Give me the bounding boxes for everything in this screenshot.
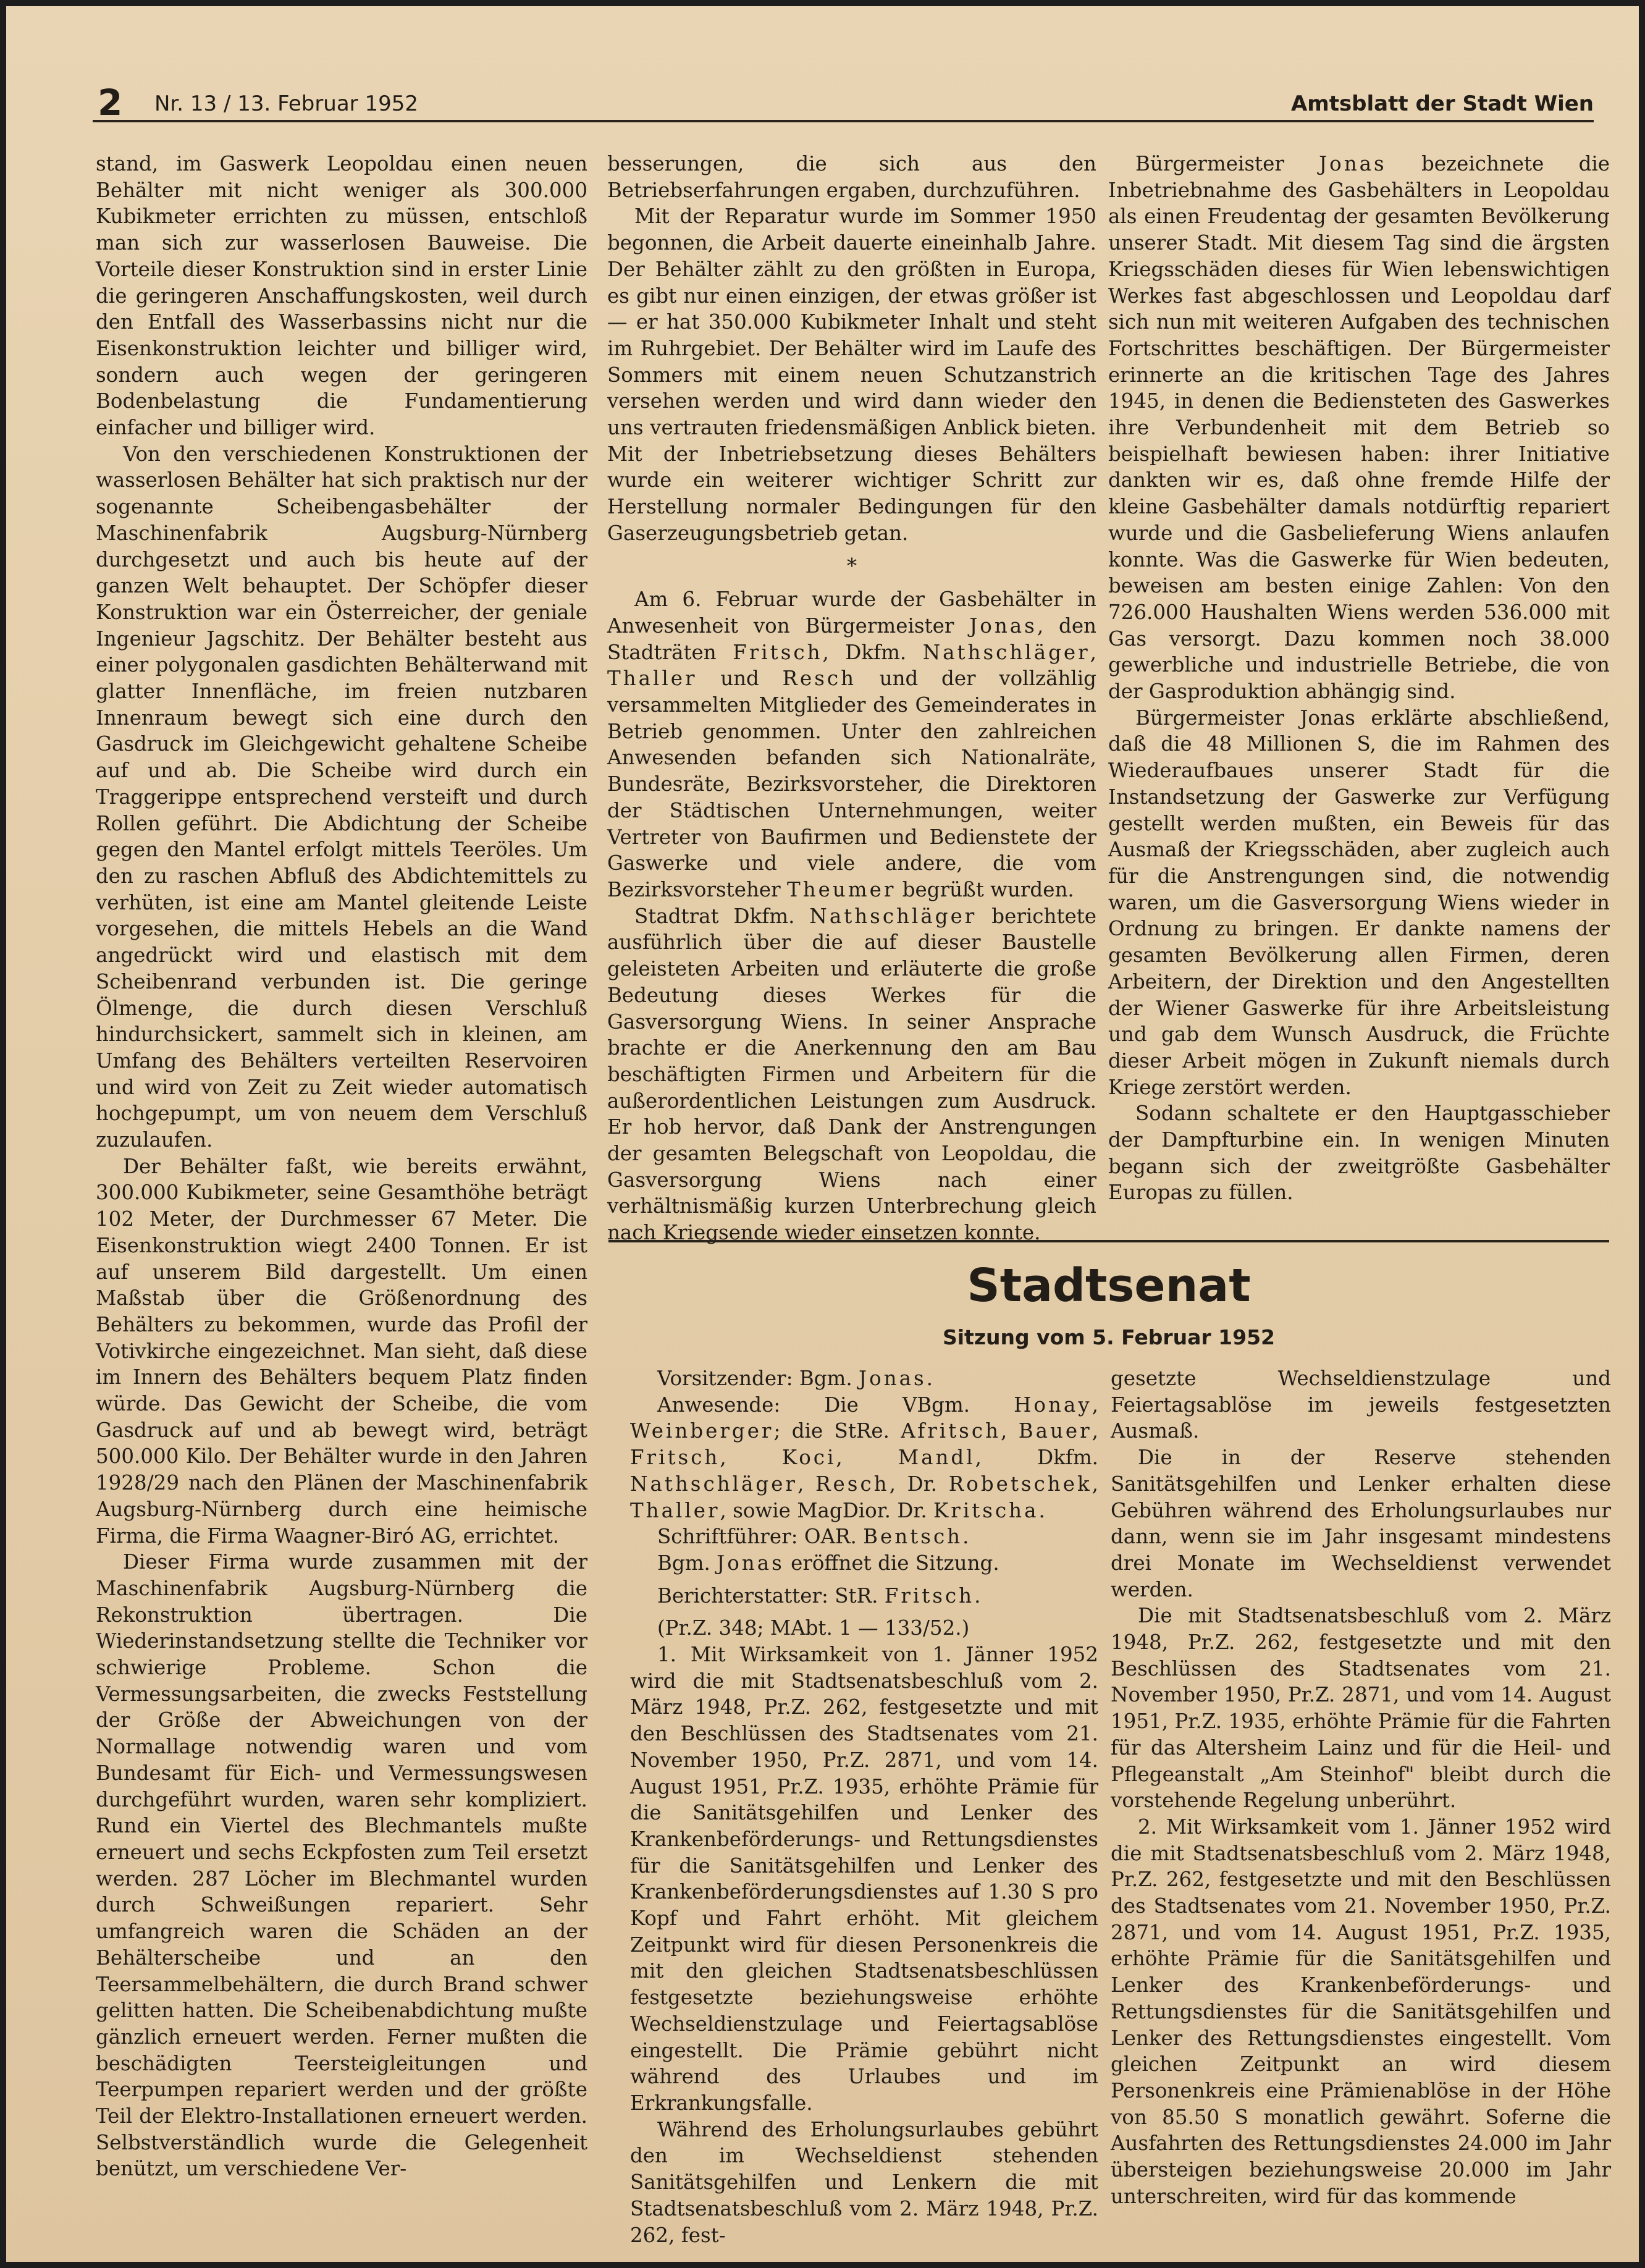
minutes-column-2 (1111, 1365, 1611, 2210)
paragraph: Am 6. Februar wurde der Gasbehälter in Anwesenheit von Bürgermeister Jonas, den Stadträten Fritsch, Dkfm. Nathschläger, Thaller und Resch und der vollzählig versammelten Mitglieder des Gemeinderates in Betrieb genommen. Unter den zahlreichen Anwesenden befanden sich Nationalräte, Bundesräte, Bezirksvorsteher, die Direktoren der Städtischen Unternehmungen, weiter Vertreter von Baufirmen und Bedienstete der Gaswerke und viele andere, die vom Bezirksvorsteher Theumer begrüßt wurden. (607, 588, 1096, 901)
paragraph: Der Behälter faßt, wie bereits erwähnt, 300.000 Kubikmeter, seine Gesamthöhe beträgt 102 Meter, der Durchmesser 67 Meter. Die Eisenkonstruktion wiegt 2400 Tonnen. Er ist auf unserem Bild dargestellt. Um einen Maßstab über die Größenordnung des Behälters zu bekommen, wurde das Profil der Votivkirche eingezeichnet. Man sieht, daß diese im Innern des Behälters bequem Platz finden würde. Das Gewicht der Scheibe, die vom Gasdruck auf und ab bewegt wird, beträgt 500.000 Kilo. Der Behälter wurde in den Jahren 1928/29 nach den Plänen der Maschinenfabrik Augsburg-Nürnberg durch eine heimische Firma, die Firma Waagner-Biró AG, errichtet. (96, 1154, 587, 1548)
person-name: Jonas (859, 1367, 927, 1390)
minutes-column-1 (630, 1365, 1098, 2248)
person-name: Jonas (969, 613, 1037, 638)
article-column-2 (607, 151, 1096, 1246)
paragraph: Mit der Reparatur wurde im Sommer 1950 begonnen, die Arbeit dauerte eineinhalb Jahre. Der Behälter zählt zu den größten in Europa, es gibt nur einen einzigen, der etwas größer ist — er hat 350.000 Kubikmeter Inhalt und steht im Ruhrgebiet. Der Behälter wird im Laufe des Sommers mit einem neuen Schutzanstrich versehen werden und wird dann wieder den uns vertrauten friedensmäßigen Anblick bieten. Mit der Inbetriebsetzung dieses Behälters wurde ein weiterer wichtiger Schritt zur Herstellung normaler Bedingungen für den Gaserzeugungsbetrieb getan. (607, 204, 1096, 545)
person-name: Nathschläger (809, 904, 977, 928)
paragraph: Die mit Stadtsenatsbeschluß vom 2. März 1948, Pr.Z. 262, festgesetzte und mit den Beschlüssen des Stadtsenates vom 21. November 1950, Pr.Z. 2871, und vom 14. August 1951, Pr.Z. 1935, erhöhte Prämie für die Fahrten für das Altersheim Lainz und für die Heil- und Pflegeanstalt „Am Steinhof" bleibt durch die vorstehende Regelung unberührt. (1111, 1604, 1611, 1813)
paragraph: Bürgermeister Jonas bezeichnete die Inbetriebnahme des Gasbehälters in Leopoldau als einen Freudentag der gesamten Bevölkerung unserer Stadt. Mit diesem Tag sind die ärgsten Kriegsschäden dieses für Wien lebenswichtigen Werkes fast abgeschlossen und Leopoldau darf sich nun mit weiteren Aufgaben des technischen Fortschrittes beschäftigen. Der Bürgermeister erinnerte an die kritischen Tage des Jahres 1945, in denen die Bediensteten des Gaswerkes ihre Verbundenheit mit dem Betrieb so beispielhaft bewiesen haben: ihrer Initiative dankten wir es, daß ohne fremde Hilfe der kleine Gasbehälter damals notdürftig repariert wurde und die Gasbelieferung Wiens anlaufen konnte. Was die Gaswerke für Wien bedeuten, beweisen am besten einige Zahlen: Von den 726.000 Haushalten Wiens werden 536.000 mit Gas versorgt. Dazu kommen noch 38.000 gewerbliche und industrielle Betriebe, die von der Gasproduktion abhängig sind. (1108, 152, 1610, 704)
page-number: 2 (98, 82, 123, 124)
paragraph: Dieser Firma wurde zusammen mit der Maschinenfabrik Augsburg-Nürnberg die Rekonstruktion übertragen. Die Wiederinstandsetzung stellte die Techniker vor schwierige Probleme. Schon die Vermessungsarbeiten, die zwecks Feststellung der Größe der Abweichungen von der Normallage notwendig waren und vom Bundesamt für Eich- und Vermessungswesen durchgeführt wurden, waren sehr kompliziert. Rund ein Viertel des Blechmantels mußte erneuert und sechs Eckpfosten zum Teil ersetzt werden. 287 Löcher im Blechmantel wurden durch Schweißungen repariert. Sehr umfangreich waren die Schäden an der Behälterscheibe und an den Teersammelbehältern, die durch Brand schwer gelitten hatten. Die Scheibenabdichtung mußte gänzlich erneuert werden. Ferner mußten die beschädigten Teersteigleitungen und Teerpumpen repariert werden und der größte Teil der Elektro-Installationen erneuert werden. Selbstverständlich wurde die Gelegenheit benützt, um verschiedene Ver- (96, 1550, 587, 2181)
secretary-line: Schriftführer: OAR. Bentsch. (657, 1525, 969, 1549)
section-subtitle: Sitzung vom 5. Februar 1952 (942, 1325, 1276, 1349)
person-name: Resch (782, 667, 857, 691)
paragraph: 1. Mit Wirksamkeit von 1. Jänner 1952 wird die mit Stadtsenatsbeschluß vom 2. März 1948, Pr.Z. 262, festgesetzte und mit den Beschlüssen des Stadtsenates vom 21. November 1950, Pr.Z. 2871, und vom 14. August 1951, Pr.Z. 1935, erhöhte Prämie für die Sanitätsgehilfen und Lenker des Krankenbeförderungs- und Rettungsdienstes für die Sanitätsgehilfen und Lenker des Krankenbeförderungsdienstes auf 1.30 S pro Kopf und Fahrt erhöht. Mit gleichem Zeitpunkt wird für diesen Personenkreis die mit den gleichen Stadtsenatsbeschlüssen festgesetzte beziehungsweise erhöhte Wechseldienstzulage und Feiertagsablöse eingestellt. Die Prämie gebührt nicht während des Urlaubes und im Erkrankungsfalle. (630, 1643, 1098, 2115)
section-divider (608, 1240, 1609, 1242)
person-name: Thaller (607, 667, 697, 691)
paragraph: Sodann schaltete er den Hauptgasschieber der Dampfturbine ein. In wenigen Minuten begann sich der zweitgrößte Gasbehälter Europas zu füllen. (1108, 1102, 1610, 1205)
person-name: Fritsch (733, 640, 823, 664)
opening-line: Bgm. Jonas eröffnet die Sitzung. (657, 1551, 999, 1575)
paragraph: Von den verschiedenen Konstruktionen der wasserlosen Behälter hat sich praktisch nur der sogenannte Scheibengasbehälter der Maschinenfabrik Augsburg-Nürnberg durchgesetzt und auch bis heute auf der ganzen Welt behauptet. Der Schöpfer dieser Konstruktion war ein Österreicher, der geniale Ingenieur Jagschitz. Der Behälter besteht aus einer polygonalen gasdichten Behälterwand mit glatter Innenfläche, im freien nutzbaren Innenraum bewegt sich eine durch den Gasdruck im Gleichgewicht gehaltene Scheibe auf und ab. Die Scheibe wird durch ein Traggerippe entsprechend versteift und durch Rollen geführt. Die Abdichtung der Scheibe gegen den Mantel erfolgt mittels Teeröles. Um den zu raschen Abfluß des Abdichtemittels zu verhüten, ist eine am Mantel gleitende Leiste vorgesehen, die mittels Hebels an die Wand angedrückt wird und elastisch mit dem Scheibenrand verbunden ist. Die geringe Ölmenge, die durch diesen Verschluß hindurchsickert, sammelt sich in kleinen, am Umfang des Behälters verteilten Reservoiren und wird von Zeit zu Zeit wieder automatisch hochgepumpt, um von neuem dem Verschluß zuzulaufen. (96, 442, 587, 1152)
paragraph: 2. Mit Wirksamkeit vom 1. Jänner 1952 wird die mit Stadtsenatsbeschluß vom 2. März 1948, Pr.Z. 262, festgesetzte und mit den Beschlüssen des Stadtsenates vom 21. November 1950, Pr.Z. 2871, und vom 14. August 1951, Pr.Z. 1935, erhöhte Prämie für die Sanitätsgehilfen und Lenker des Krankenbeförderungs- und Rettungsdienstes für die Sanitätsgehilfen und Lenker des Rettungsdienstes eingestellt. Vom gleichen Zeitpunkt an wird diesem Personenkreis eine Prämienablöse in der Höhe von 85.50 S monatlich gewährt. Soferne die Ausfahrten des Rettungsdienstes 24.000 im Jahr übersteigen beziehungsweise 20.000 im Jahr unterschreiten, wird für das kommende (1111, 1815, 1611, 2208)
masthead: Amtsblatt der Stadt Wien (1290, 91, 1594, 116)
section-separator: * (846, 554, 857, 578)
attendees-line: Anwesende: Die VBgm. Honay, Weinberger; die StRe. Afritsch, Bauer, Fritsch, Koci, Mandl, Dkfm. Nathschläger, Resch, Dr. Robetschek, Thaller, sowie MagDior. Dr. Kritscha. (630, 1393, 1099, 1522)
page-header (93, 82, 1594, 124)
person-name: Jonas (1319, 152, 1387, 175)
section-title: Stadtsenat (967, 1259, 1251, 1312)
paragraph: Bürgermeister Jonas erklärte abschließend, daß die 48 Millionen S, die im Rahmen des Wiederaufbaues unserer Stadt für die Instandsetzung der Gaswerke zur Verfügung gestellt werden mußten, ein Beweis für das Ausmaß der Kriegsschäden, aber zugleich auch für die Anstrengungen sind, die notwendig waren, um die Gasversorgung Wiens wieder in Ordnung zu bringen. Er dankte namens der gesamten Bevölkerung allen Firmen, deren Arbeitern, der Direktion und den Angestellten der Wiener Gaswerke für ihre Arbeitsleistung und gab dem Wunsch Ausdruck, die Früchte dieser Arbeit mögen in Zukunft niemals durch Kriege zerstört werden. (1108, 706, 1610, 1099)
paragraph: Stadtrat Dkfm. Nathschläger berichtete ausführlich über die auf dieser Baustelle geleisteten Arbeiten und erläuterte die große Bedeutung dieses Werkes für die Gasversorgung Wiens. In seiner Ansprache brachte er die Anerkennung den am Bau beschäftigten Firmen und Arbeitern für die außerordentlichen Leistungen zum Ausdruck. Er hob hervor, daß Dank der Anstrengungen der gesamten Belegschaft von Leopoldau, die Gasversorgung Wiens nach einer verhältnismäßig kurzen Unterbrechung gleich nach Kriegsende wieder einsetzen konnte. (607, 904, 1096, 1245)
person-name: Nathschläger (922, 640, 1090, 664)
paragraph: Während des Erholungsurlaubes gebührt den im Wechseldienst stehenden Sanitätsgehilfen und Lenkern die mit Stadtsenatsbeschluß vom 2. März 1948, Pr.Z. 262, fest- (630, 2117, 1098, 2247)
article-column-3 (1108, 151, 1610, 1206)
paragraph: Die in der Reserve stehenden Sanitätsgehilfen und Lenker erhalten diese Gebühren während des Erholungsurlaubes nur dann, wenn sie im Jahr insgesamt mindestens drei Monate im Wechseldienst verwendet werden. (1111, 1446, 1611, 1601)
rapporteur-line: Berichterstatter: StR. Fritsch. (657, 1583, 981, 1608)
issue-date: Nr. 13 / 13. Februar 1952 (154, 91, 418, 116)
article-column-1 (96, 151, 587, 2182)
paragraph: gesetzte Wechseldienstzulage und Feiertagsablöse im jeweils festgesetzten Ausmaß. (1111, 1367, 1611, 1443)
reference-line: (Pr.Z. 348; MAbt. 1 — 133/52.) (657, 1616, 970, 1640)
person-name: Theumer (787, 877, 896, 901)
chairman-line: Vorsitzender: Bgm. Jonas. (657, 1367, 933, 1390)
paragraph: stand, im Gaswerk Leopoldau einen neuen Behälter mit nicht weniger als 300.000 Kubikmeter errichten zu müssen, entschloß man sich zur wasserlosen Bauweise. Die Vorteile dieser Konstruktion sind in erster Linie die geringeren Anschaffungskosten, weil durch den Entfall des Wasserbassins nicht nur die Eisenkonstruktion leichter und billiger wird, sondern auch wegen der geringeren Bodenbelastung die Fundamentierung einfacher und billiger wird. (96, 152, 587, 440)
paragraph: besserungen, die sich aus den Betriebserfahrungen ergaben, durchzuführen. (607, 152, 1096, 202)
